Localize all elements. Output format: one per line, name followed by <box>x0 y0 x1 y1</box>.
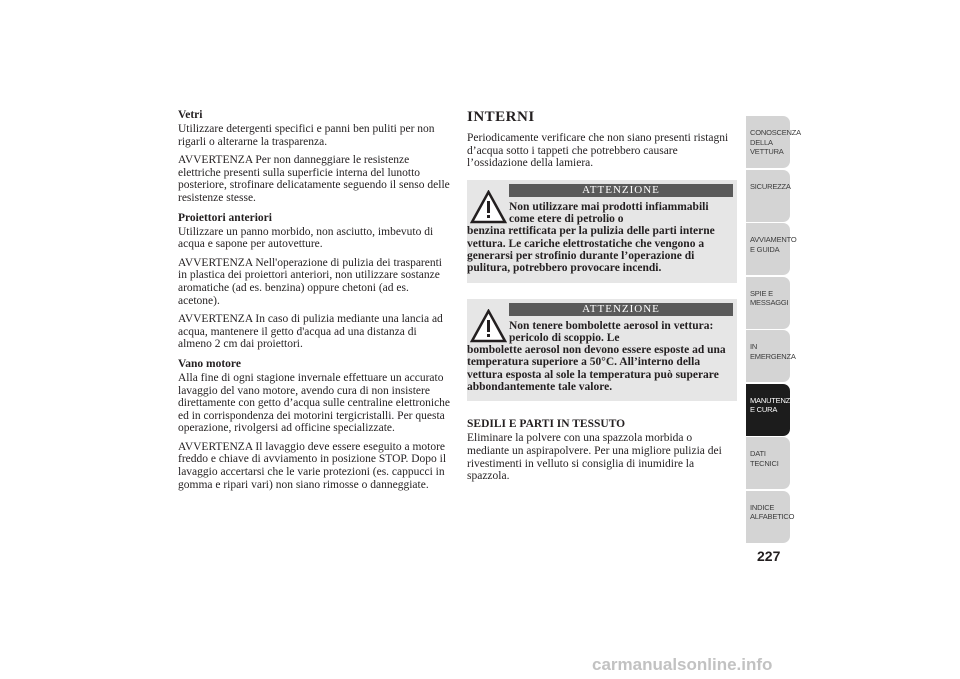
tab-avviamento[interactable]: AVVIAMENTO E GUIDA <box>746 223 790 275</box>
proiettori-heading: Proiettori anteriori <box>178 211 272 224</box>
warning-box-1 <box>467 180 737 283</box>
proiettori-text: Utilizzare un panno morbido, non asciutto, imbevuto di acqua e sapone per autovetture. <box>178 225 434 251</box>
tab-manutenzione[interactable]: MANUTENZIONE E CURA <box>746 384 790 436</box>
vano-motore-warning: AVVERTENZA Il lavaggio deve essere eseguito a motore freddo e chiave di avviamento in posizione STOP. Dopo il lavaggio accertarsi che le varie protezioni (es. cappucci in gomma e ripari vari) non siano rimosse o danneggiate. <box>178 440 447 491</box>
proiettori-warning-1: AVVERTENZA Nell'operazione di pulizia dei trasparenti in plastica dei proiettori anteriori, non utilizzare sostanze aromatiche (ad es. benzina) oppure chetoni (ad es. acetone). <box>178 256 442 307</box>
vano-motore-text: Alla fine di ogni stagione invernale effettuare un accurato lavaggio del vano motore, avendo cura di non insistere direttamente con getto d’acqua sulle centraline elettroniche ed in corrispondenza dei motorini tergicristalli. Per questa operazione, rivolgersi ad officine specializzate. <box>178 371 451 435</box>
watermark: carmanualsonline.info <box>592 655 773 674</box>
left-column <box>178 108 453 497</box>
right-column <box>467 108 737 489</box>
warning-label: ATTENZIONE <box>509 303 733 316</box>
sedili-text: Eliminare la polvere con una spazzola morbida o mediante un aspirapolvere. Per una migliore pulizia dei rivestimenti in velluto si consiglia di inumidire la spazzola. <box>467 432 722 483</box>
page-number: 227 <box>757 548 781 564</box>
vetri-warning-text: AVVERTENZA Per non danneggiare le resistenze elettriche presenti sulla superficie interna del lunotto posteriore, strofinare delicatamente seguendo il senso delle resistenze stesse. <box>178 154 450 204</box>
warning-first-line: Non tenere bombolette aerosol in vettura: pericolo di scoppio. Le <box>509 319 714 344</box>
tab-spie[interactable]: SPIE E MESSAGGI <box>746 277 790 329</box>
warning-triangle-icon <box>470 309 507 343</box>
vetri-text: Utilizzare detergenti specifici e panni ben puliti per non rigarli o alterarne la trasparenza. <box>178 123 435 148</box>
warning-rest: benzina rettificata per la pulizia delle parti interne vettura. Le cariche elettrostatiche che vengono a generarsi per strofinio durante l’operazione di pulitura, potrebbero provocare incendi. <box>467 225 715 275</box>
vano-motore-heading: Vano motore <box>178 357 241 370</box>
proiettori-warning-2: AVVERTENZA In caso di pulizia mediante una lancia ad acqua, mantenere il getto d'acqua ad una distanza di almeno 2 cm dai proiettori. <box>178 313 443 351</box>
sedili-heading: SEDILI E PARTI IN TESSUTO <box>467 418 626 431</box>
interni-title: INTERNI <box>467 109 535 125</box>
warning-rest: bombolette aerosol non devono essere esposte ad una temperatura superiore a 50°C. All’interno della vettura esposta al sole la temperatura può superare abbondantemente tale valore. <box>467 344 726 394</box>
tab-emergenza[interactable]: IN EMERGENZA <box>746 330 790 382</box>
chapter-tabs <box>746 116 808 544</box>
warning-box-2 <box>467 299 737 402</box>
tab-indice[interactable]: INDICE ALFABETICO <box>746 491 790 543</box>
warning-label: ATTENZIONE <box>509 184 733 197</box>
tab-sicurezza[interactable]: SICUREZZA <box>746 170 790 222</box>
tab-dati-tecnici[interactable]: DATI TECNICI <box>746 437 790 489</box>
warning-triangle-icon <box>470 190 507 224</box>
interni-text: Periodicamente verificare che non siano presenti ristagni d’acqua sotto i tappeti che potrebbero causare l’ossidazione della lamiera. <box>467 132 729 170</box>
vetri-heading: Vetri <box>178 109 203 121</box>
tab-conoscenza[interactable]: CONOSCENZA DELLA VETTURA <box>746 116 790 168</box>
warning-first-line: Non utilizzare mai prodotti infiammabili come etere di petrolio o <box>509 200 709 226</box>
